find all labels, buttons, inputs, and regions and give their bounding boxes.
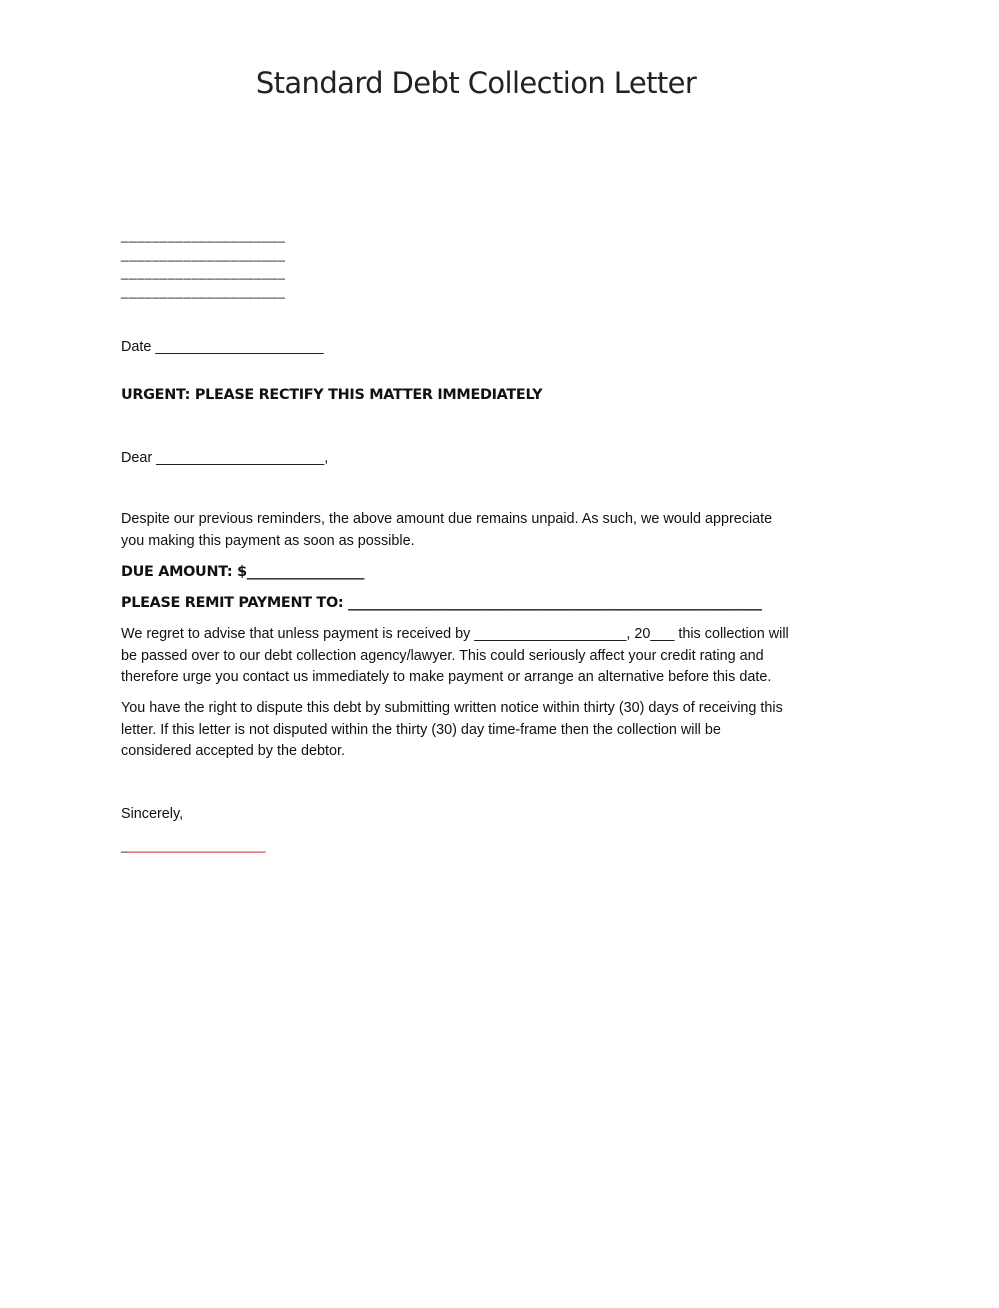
paragraph-warning [121, 624, 856, 689]
paragraph-line: You have the right to dispute this debt by submitting written notice within thirty (30) days of receiving this [121, 700, 783, 716]
paragraph-line: considered accepted by the debtor. [121, 743, 346, 760]
document-title: Standard Debt Collection Letter [255, 66, 697, 100]
paragraph-line: We regret to advise that unless payment is received by ___________________, 20___ this collection will [121, 626, 789, 642]
date-line: Date _____________________ [121, 339, 324, 355]
urgent-heading: URGENT: PLEASE RECTIFY THIS MATTER IMMEDIATELY [121, 387, 543, 403]
paragraph-line: Despite our previous reminders, the above amount due remains unpaid. As such, we would appreciate [121, 511, 773, 527]
remit-payment-line: PLEASE REMIT PAYMENT TO: ____________________________________________________________ [121, 595, 762, 611]
paragraph-line: be passed over to our debt collection agency/lawyer. This could seriously affect your credit rating and [121, 647, 764, 664]
signature-underline: ___________________ [128, 838, 266, 853]
paragraph-line: letter. If this letter is not disputed within the thirty (30) day time-frame then the collection will be [121, 721, 721, 738]
closing: Sincerely, [121, 806, 184, 822]
signature-prefix: _ [121, 838, 129, 853]
paragraph-dispute-rights [121, 698, 856, 763]
due-amount-line: DUE AMOUNT: $_________________ [121, 564, 365, 580]
address-line: _____________________ [121, 265, 286, 280]
signature-line [121, 838, 266, 854]
recipient-address-block [121, 227, 285, 301]
salutation: Dear _____________________, [121, 450, 329, 466]
address-line: _____________________ [121, 246, 286, 262]
address-line: _____________________ [121, 228, 286, 243]
paragraph-line: you making this payment as soon as possible. [121, 532, 415, 549]
paragraph-line: therefore urge you contact us immediately to make payment or arrange an alternative before this date. [121, 669, 772, 686]
address-line: _____________________ [121, 283, 286, 299]
paragraph-reminder [121, 509, 856, 552]
